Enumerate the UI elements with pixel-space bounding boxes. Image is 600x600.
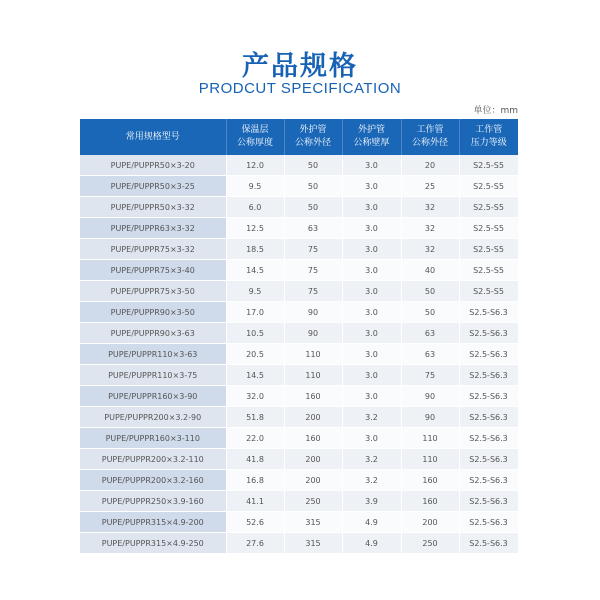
page-title: 产品规格 — [242, 51, 358, 82]
table-cell: 75 — [284, 260, 342, 281]
table-cell: 200 — [284, 449, 342, 470]
table-cell: 3.9 — [342, 491, 401, 512]
table-cell: 160 — [401, 491, 459, 512]
table-row — [80, 323, 518, 344]
table-row — [80, 176, 518, 197]
table-cell: S2.5-S6.3 — [459, 302, 518, 323]
table-cell: 41.8 — [226, 449, 284, 470]
table-cell: 12.0 — [226, 155, 284, 176]
table-cell: S2.5-S5 — [459, 197, 518, 218]
table-cell: 63 — [284, 218, 342, 239]
table-cell: S2.5-S5 — [459, 218, 518, 239]
table-cell: 75 — [284, 239, 342, 260]
table-cell: 315 — [284, 512, 342, 533]
column-header-line: 工作管 — [475, 125, 503, 135]
table-row — [80, 491, 518, 512]
table-cell: 250 — [401, 533, 459, 554]
table-cell: 63 — [401, 344, 459, 365]
table-cell: PUPE/PUPPR75×3-50 — [80, 281, 226, 302]
table-cell: 75 — [284, 281, 342, 302]
table-cell: 50 — [284, 155, 342, 176]
table-cell: 3.0 — [342, 197, 401, 218]
table-cell: 90 — [401, 386, 459, 407]
table-cell: PUPE/PUPPR315×4.9-250 — [80, 533, 226, 554]
table-cell: S2.5-S5 — [459, 155, 518, 176]
table-cell: PUPE/PUPPR110×3-75 — [80, 365, 226, 386]
table-row — [80, 260, 518, 281]
table-cell: 50 — [401, 281, 459, 302]
column-header-line: 公称外径 — [411, 138, 448, 148]
table-cell: PUPE/PUPPR75×3-32 — [80, 239, 226, 260]
table-cell: S2.5-S5 — [459, 176, 518, 197]
table-cell: PUPE/PUPPR200×3.2-160 — [80, 470, 226, 491]
column-header-line: 常用规格型号 — [125, 131, 180, 142]
table-cell: 50 — [401, 302, 459, 323]
table-cell: 22.0 — [226, 428, 284, 449]
table-row — [80, 386, 518, 407]
table-cell: 110 — [401, 428, 459, 449]
table-cell: 200 — [284, 407, 342, 428]
table-cell: 110 — [401, 449, 459, 470]
column-header — [342, 119, 401, 155]
table-cell: 4.9 — [342, 533, 401, 554]
table-row — [80, 449, 518, 470]
table-row — [80, 512, 518, 533]
table-cell: 3.0 — [342, 386, 401, 407]
table-row — [80, 470, 518, 491]
table-cell: 50 — [284, 197, 342, 218]
column-header — [459, 119, 518, 155]
table-cell: S2.5-S6.3 — [459, 533, 518, 554]
table-cell: 16.8 — [226, 470, 284, 491]
column-header — [226, 119, 284, 155]
table-cell: 14.5 — [226, 260, 284, 281]
table-cell: 3.0 — [342, 428, 401, 449]
table-cell: S2.5-S6.3 — [459, 449, 518, 470]
table-cell: S2.5-S5 — [459, 260, 518, 281]
table-cell: 18.5 — [226, 239, 284, 260]
table-cell: PUPE/PUPPR50×3-25 — [80, 176, 226, 197]
column-header-line: 压力等级 — [470, 138, 507, 148]
table-cell: PUPE/PUPPR110×3-63 — [80, 344, 226, 365]
table-cell: 3.0 — [342, 344, 401, 365]
table-cell: 9.5 — [226, 176, 284, 197]
table-cell: S2.5-S6.3 — [459, 512, 518, 533]
column-header-line: 公称壁厚 — [353, 138, 390, 148]
table-cell: PUPE/PUPPR160×3-110 — [80, 428, 226, 449]
table-cell: 3.2 — [342, 407, 401, 428]
table-cell: S2.5-S5 — [459, 281, 518, 302]
table-row — [80, 218, 518, 239]
table-cell: 20 — [401, 155, 459, 176]
column-header-line: 外护管 — [357, 125, 385, 135]
table-cell: 110 — [284, 365, 342, 386]
table-cell: 3.0 — [342, 323, 401, 344]
table-cell: 200 — [284, 470, 342, 491]
table-cell: 6.0 — [226, 197, 284, 218]
table-cell: 3.2 — [342, 470, 401, 491]
table-header-row — [80, 119, 518, 155]
table-cell: 32.0 — [226, 386, 284, 407]
table-cell: 3.0 — [342, 176, 401, 197]
table-row — [80, 302, 518, 323]
table-cell: S2.5-S6.3 — [459, 428, 518, 449]
table-cell: S2.5-S6.3 — [459, 365, 518, 386]
table-cell: 3.0 — [342, 365, 401, 386]
column-header-line: 公称外径 — [294, 138, 331, 148]
table-cell: 32 — [401, 239, 459, 260]
table-cell: 160 — [401, 470, 459, 491]
table-cell: 25 — [401, 176, 459, 197]
table-cell: S2.5-S6.3 — [459, 344, 518, 365]
table-cell: 63 — [401, 323, 459, 344]
table-cell: 12.5 — [226, 218, 284, 239]
table-cell: 32 — [401, 197, 459, 218]
table-cell: 4.9 — [342, 512, 401, 533]
table-cell: PUPE/PUPPR90×3-50 — [80, 302, 226, 323]
table-cell: PUPE/PUPPR250×3.9-160 — [80, 491, 226, 512]
table-cell: 20.5 — [226, 344, 284, 365]
table-cell: 17.0 — [226, 302, 284, 323]
table-row — [80, 428, 518, 449]
table-cell: PUPE/PUPPR63×3-32 — [80, 218, 226, 239]
table-cell: 41.1 — [226, 491, 284, 512]
table-cell: 90 — [284, 302, 342, 323]
table-row — [80, 533, 518, 554]
column-header-line: 保温层 — [241, 125, 269, 135]
table-cell: 250 — [284, 491, 342, 512]
column-header-line: 工作管 — [416, 125, 444, 135]
table-cell: 40 — [401, 260, 459, 281]
table-cell: 9.5 — [226, 281, 284, 302]
table-cell: 10.5 — [226, 323, 284, 344]
table-row — [80, 407, 518, 428]
column-header — [80, 119, 226, 155]
table-cell: 3.0 — [342, 239, 401, 260]
table-cell: 3.0 — [342, 260, 401, 281]
unit-label: 单位：mm — [473, 106, 518, 116]
table-cell: 160 — [284, 386, 342, 407]
table-cell: 3.0 — [342, 218, 401, 239]
table-cell: S2.5-S6.3 — [459, 491, 518, 512]
table-cell: 14.5 — [226, 365, 284, 386]
table-cell: PUPE/PUPPR75×3-40 — [80, 260, 226, 281]
table-cell: 110 — [284, 344, 342, 365]
table-cell: S2.5-S6.3 — [459, 386, 518, 407]
table-cell: PUPE/PUPPR160×3-90 — [80, 386, 226, 407]
table-body — [80, 155, 518, 554]
column-header-line: 外护管 — [299, 125, 327, 135]
table-cell: 75 — [401, 365, 459, 386]
table-cell: 27.6 — [226, 533, 284, 554]
table-cell: S2.5-S6.3 — [459, 323, 518, 344]
table-row — [80, 365, 518, 386]
table-cell: PUPE/PUPPR90×3-63 — [80, 323, 226, 344]
table-cell: 3.2 — [342, 449, 401, 470]
table-cell: PUPE/PUPPR200×3.2-110 — [80, 449, 226, 470]
table-cell: PUPE/PUPPR200×3.2-90 — [80, 407, 226, 428]
table-cell: 52.6 — [226, 512, 284, 533]
column-header — [284, 119, 342, 155]
table-cell: S2.5-S6.3 — [459, 470, 518, 491]
table-cell: 51.8 — [226, 407, 284, 428]
table-cell: S2.5-S5 — [459, 239, 518, 260]
table-row — [80, 281, 518, 302]
table-cell: 32 — [401, 218, 459, 239]
table-cell: PUPE/PUPPR50×3-20 — [80, 155, 226, 176]
table-cell: 3.0 — [342, 281, 401, 302]
table-cell: PUPE/PUPPR315×4.9-200 — [80, 512, 226, 533]
page-subtitle: PRODCUT SPECIFICATION — [198, 80, 402, 97]
table-row — [80, 239, 518, 260]
table-cell: S2.5-S6.3 — [459, 407, 518, 428]
table-cell: 90 — [284, 323, 342, 344]
table-cell: 200 — [401, 512, 459, 533]
column-header-line: 公称厚度 — [236, 138, 273, 148]
table-cell: 315 — [284, 533, 342, 554]
table-cell: 3.0 — [342, 302, 401, 323]
table-cell: 50 — [284, 176, 342, 197]
table-row — [80, 155, 518, 176]
table-cell: 160 — [284, 428, 342, 449]
table-cell: 3.0 — [342, 155, 401, 176]
table-cell: 90 — [401, 407, 459, 428]
table-row — [80, 344, 518, 365]
table-cell: PUPE/PUPPR50×3-32 — [80, 197, 226, 218]
column-header — [401, 119, 459, 155]
spec-table — [80, 119, 519, 554]
table-row — [80, 197, 518, 218]
